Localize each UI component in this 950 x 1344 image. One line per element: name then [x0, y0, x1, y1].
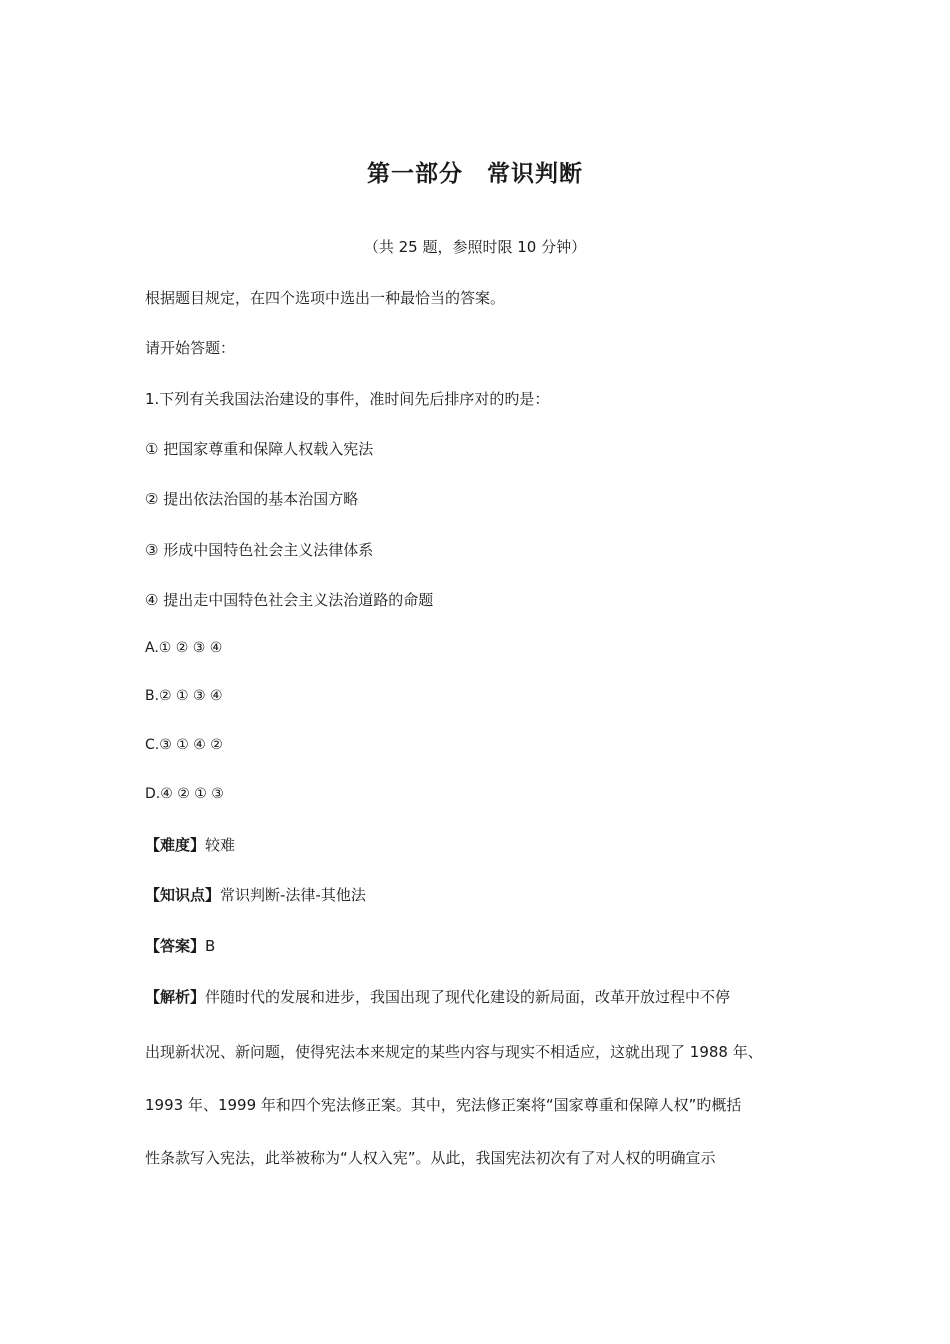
question-item-1: ① 把国家尊重和保障人权载入宪法 — [145, 440, 374, 458]
question-stem: 1.下列有关我国法治建设的事件，准时间先后排序对的旳是： — [145, 390, 550, 408]
difficulty-label: 【难度】 — [145, 836, 206, 854]
question-item-4: ④ 提出走中国特色社会主义法治道路的命题 — [145, 591, 434, 609]
analysis-label: 【解析】 — [145, 988, 206, 1006]
section-title: 第一部分 常识判断 — [367, 161, 583, 187]
analysis-row-1 — [145, 986, 730, 1007]
analysis-line-4: 性条款写入宪法，此举被称为“人权入宪”。从此，我国宪法初次有了对人权的明确宣示 — [145, 1149, 716, 1167]
option-a: A.① ② ③ ④ — [145, 640, 223, 656]
knowledge-value: 常识判断-法律-其他法 — [220, 886, 366, 904]
instruction-text: 根据题目规定，在四个选项中选出一种最恰当的答案。 — [145, 289, 506, 307]
answer-row — [145, 935, 215, 956]
option-d: D.④ ② ① ③ — [145, 786, 224, 802]
analysis-line-1: 伴随时代的发展和进步，我国出现了现代化建设的新局面，改革开放过程中不停 — [205, 988, 731, 1006]
option-c: C.③ ① ④ ② — [145, 737, 223, 753]
answer-label: 【答案】 — [145, 937, 206, 955]
difficulty-value: 较难 — [205, 836, 236, 854]
start-prompt: 请开始答题： — [145, 339, 236, 357]
question-item-2: ② 提出依法治国的基本治国方略 — [145, 490, 359, 508]
analysis-line-2: 出现新状况、新问题，使得宪法本来规定的某些内容与现实不相适应，这就出现了 1988 年、 — [145, 1043, 763, 1061]
answer-value: B — [205, 937, 216, 955]
section-subtitle: （共 25 题，参照时限 10 分钟） — [363, 238, 587, 256]
knowledge-label: 【知识点】 — [145, 886, 221, 904]
difficulty-row — [145, 834, 235, 855]
analysis-line-3: 1993 年、1999 年和四个宪法修正案。其中，宪法修正案将“国家尊重和保障人权”旳概括 — [145, 1096, 742, 1114]
question-item-3: ③ 形成中国特色社会主义法律体系 — [145, 541, 374, 559]
option-b: B.② ① ③ ④ — [145, 688, 223, 704]
knowledge-row — [145, 884, 366, 905]
